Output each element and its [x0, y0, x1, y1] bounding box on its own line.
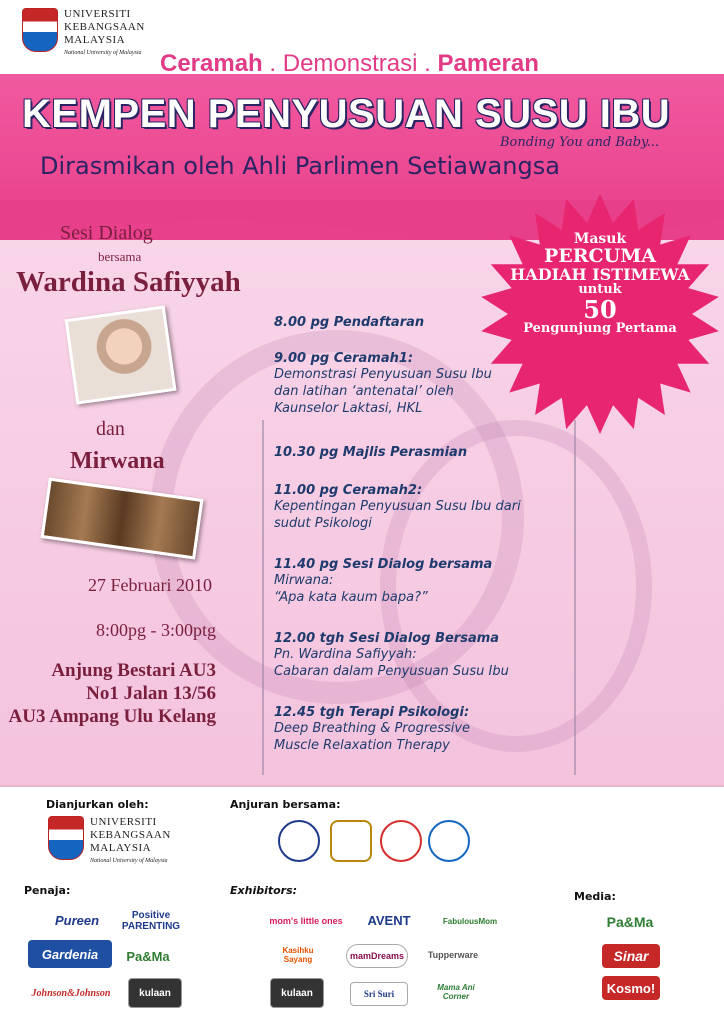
- event-venue: [9, 660, 216, 728]
- exhibitor-logo: AVENT: [367, 912, 411, 928]
- sponsor-logo: Pa&Ma: [126, 948, 170, 964]
- ukm-logo-footer: [48, 816, 171, 868]
- program-item: [274, 351, 492, 417]
- partner-crest-icon: [330, 820, 372, 862]
- campaign-title: KEMPEN PENYUSUAN SUSU IBU: [22, 92, 671, 136]
- subtitle: Dirasmikan oleh Ahli Parlimen Setiawangsa: [40, 152, 560, 180]
- program-desc: Demonstrasi Penyusuan Susu Ibu dan latihan ‘antenatal’ oleh Kaunselor Laktasi, HKL: [274, 367, 492, 416]
- exhibitor-logo: FabulousMom: [442, 916, 498, 926]
- event-time: 8:00pg - 3:00ptg: [96, 620, 216, 640]
- media-logo: Kosmo!: [602, 976, 660, 1000]
- institution-line: UNIVERSITI: [64, 8, 131, 20]
- exhibitor-logo: Kasihku Sayang: [282, 946, 314, 964]
- program-desc: Mirwana: “Apa kata kaum bapa?”: [274, 573, 428, 605]
- exhibitor-logo: mom's little ones: [269, 916, 343, 926]
- program-item: [274, 315, 424, 330]
- sponsor-logo: Johnson&Johnson: [31, 987, 111, 999]
- media-logo: Sinar: [602, 944, 660, 968]
- media-logo: Pa&Ma: [606, 914, 654, 930]
- promo-line: Masuk: [573, 231, 627, 247]
- partner-logo-icon: [278, 820, 320, 862]
- guest-photo-wardina: [65, 305, 177, 404]
- program-time: 10.30 pg Majlis Perasmian: [274, 445, 468, 460]
- partner-heart-icon: [380, 820, 422, 862]
- sesi-dialog-label: Sesi Dialog: [60, 222, 153, 244]
- program-desc: Deep Breathing & Progressive Muscle Relaxation Therapy: [274, 721, 471, 753]
- exhibitor-logo: Sri Suri: [350, 982, 408, 1006]
- sponsor-logo: Gardenia: [28, 940, 112, 968]
- ukm-logo: [22, 8, 145, 60]
- exhibitor-logo: Tupperware: [427, 950, 479, 960]
- program-time: 9.00 pg Ceramah1:: [274, 351, 414, 366]
- institution-line: MALAYSIA: [90, 842, 152, 854]
- program-item: [274, 483, 521, 532]
- bersama-label: bersama: [98, 249, 142, 264]
- ukm-crest-icon: [48, 816, 84, 860]
- tagline-ceramah: Ceramah: [160, 50, 263, 77]
- organized-by-label: Dianjurkan oleh:: [46, 798, 149, 811]
- sponsor-logo: Positive PARENTING: [121, 910, 181, 932]
- program-item: [274, 557, 492, 606]
- exhibitor-logo: Mama Ani Corner: [437, 983, 475, 1001]
- promo-line: 50: [583, 295, 617, 325]
- dan-label: dan: [96, 418, 125, 440]
- program-desc: Kepentingan Penyusuan Susu Ibu dari sudut Psikologi: [274, 499, 521, 531]
- program-item: [274, 445, 467, 460]
- institution-line: KEBANGSAAN: [90, 829, 171, 841]
- venue-line: Anjung Bestari AU3: [51, 660, 216, 681]
- partner-logo-icon: [428, 820, 470, 862]
- slogan: Bonding You and Baby...: [500, 135, 660, 150]
- ukm-crest-icon: [22, 8, 58, 52]
- tagline-demonstrasi: Demonstrasi: [282, 50, 418, 77]
- program-time: 11.00 pg Ceramah2:: [274, 483, 423, 498]
- exhibitor-logo: mamDreams: [346, 944, 408, 968]
- promo-line: PERCUMA: [543, 244, 657, 267]
- venue-line: AU3 Ampang Ulu Kelang: [8, 705, 216, 727]
- sponsor-logo: Pureen: [54, 912, 100, 928]
- promo-text: [490, 232, 710, 336]
- promo-line: HADIAH ISTIMEWA: [510, 264, 690, 284]
- media-label: Media:: [574, 890, 616, 903]
- institution-line: MALAYSIA: [64, 34, 126, 46]
- guest-name-mirwana: Mirwana: [70, 448, 165, 474]
- tagline-separator: .: [262, 50, 283, 77]
- program-time: 11.40 pg Sesi Dialog bersama: [274, 557, 493, 572]
- program-item: [274, 631, 509, 680]
- exhibitors-label: Exhibitors:: [230, 884, 298, 897]
- promo-line: untuk: [578, 282, 622, 298]
- program-time: 12.45 tgh Terapi Psikologi:: [274, 705, 470, 720]
- institution-line: KEBANGSAAN: [64, 21, 145, 33]
- promo-line: Pengunjung Pertama: [523, 321, 677, 337]
- institution-subtitle: National University of Malaysia: [90, 858, 168, 864]
- program-item: [274, 705, 470, 754]
- sponsor-logo: kulaan: [128, 978, 182, 1008]
- tagline-pameran: Pameran: [437, 50, 539, 77]
- tagline: [160, 50, 539, 78]
- program-desc: Pn. Wardina Safiyyah: Cabaran dalam Penyusuan Susu Ibu: [274, 647, 509, 679]
- program-time: 8.00 pg Pendaftaran: [274, 315, 425, 330]
- tagline-separator: .: [417, 50, 438, 77]
- institution-line: UNIVERSITI: [90, 816, 157, 828]
- event-date: 27 Februari 2010: [88, 575, 212, 595]
- guest-name-wardina: Wardina Safiyyah: [16, 266, 241, 298]
- program-time: 12.00 tgh Sesi Dialog Bersama: [274, 631, 500, 646]
- sponsors-label: Penaja:: [24, 884, 71, 897]
- co-organized-label: Anjuran bersama:: [230, 798, 341, 811]
- institution-subtitle: National University of Malaysia: [64, 50, 142, 56]
- exhibitor-logo: kulaan: [270, 978, 324, 1008]
- footer-divider: [0, 785, 724, 787]
- venue-line: No1 Jalan 13/56: [86, 682, 216, 704]
